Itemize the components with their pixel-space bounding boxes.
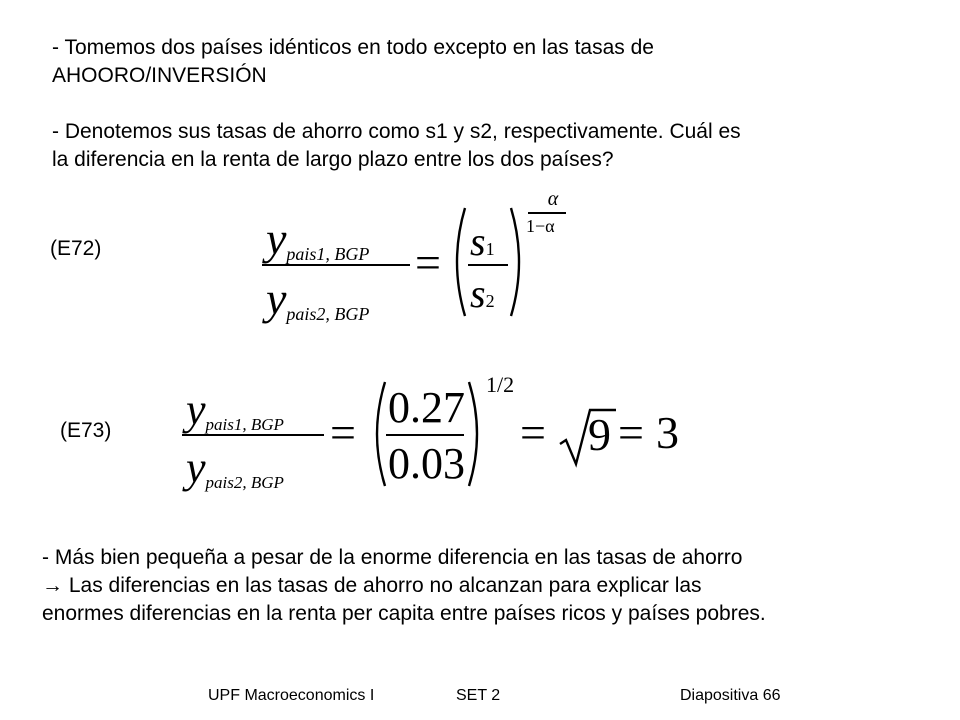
e73-fraction-bar-values (386, 434, 464, 436)
e72-num-subscript: pais1, BGP (286, 244, 370, 264)
equation-e72 (260, 188, 600, 325)
e72-y-den: y (266, 273, 287, 324)
e72-y-num: y (266, 213, 287, 264)
question-line-2: la diferencia en la renta de largo plazo entre los dos países? (52, 148, 614, 171)
e72-fraction-bar-left (262, 264, 410, 266)
e73-value-denominator: 0.03 (388, 439, 465, 488)
e72-left-paren (446, 206, 468, 318)
e72-s2: s2 (470, 271, 495, 316)
conclusion-line-1: - Más bien pequeña a pesar de la enorme diferencia en las tasas de ahorro (42, 546, 743, 569)
e72-exponent-numerator: α (547, 188, 559, 210)
e73-right-paren (466, 380, 488, 488)
e72-den-subscript: pais2, BGP (286, 304, 370, 324)
e73-equals-2: = (520, 407, 546, 458)
e73-value-numerator: 0.27 (388, 383, 465, 432)
conclusion-line-3: enormes diferencias en la renta per capita entre países ricos y países pobres. (42, 602, 766, 625)
e73-equals: = (330, 407, 356, 458)
intro-text (52, 34, 654, 90)
question-text (52, 118, 741, 174)
e73-y-num: y (186, 385, 206, 434)
footer-set: SET 2 (456, 687, 501, 704)
e73-left-paren (366, 380, 388, 488)
e72-numerator (266, 212, 369, 265)
intro-line-2: AHOORO/INVERSIÓN (52, 64, 267, 87)
e72-equals: = (415, 237, 441, 288)
e73-y-den: y (186, 443, 206, 492)
e73-den-subscript: pais2, BGP (205, 473, 284, 492)
e72-exponent-denominator: 1−α (526, 216, 555, 236)
e72-fraction-bar-s (468, 264, 508, 266)
conclusion-text (42, 544, 766, 628)
e73-numerator (186, 384, 284, 435)
arrow-icon: → (42, 574, 63, 597)
equation-label-e72: (E72) (50, 237, 102, 260)
e72-denominator (266, 272, 369, 325)
e72-exponent-bar (528, 212, 566, 214)
equation-label-e73: (E73) (60, 419, 112, 442)
e73-equals-3: = (618, 407, 644, 458)
e73-denominator (186, 442, 284, 493)
e73-sqrt-argument: 9 (588, 409, 611, 460)
footer-slide-number: Diapositiva 66 (680, 687, 781, 704)
question-line-1: - Denotemos sus tasas de ahorro como s1 y s2, respectivamente. Cuál es (52, 120, 741, 143)
e72-s1: s1 (470, 219, 495, 264)
equation-e73 (180, 372, 700, 496)
e73-fraction-bar-left (182, 434, 324, 436)
intro-line-1: - Tomemos dos países idénticos en todo excepto en las tasas de (52, 36, 654, 59)
e73-num-subscript: pais1, BGP (205, 415, 284, 434)
e73-result: 3 (656, 407, 679, 458)
conclusion-line-2: → Las diferencias en las tasas de ahorro no alcanzan para explicar las (42, 574, 702, 597)
footer-course: UPF Macroeconomics I (208, 687, 375, 704)
e73-exponent: 1/2 (486, 372, 515, 397)
